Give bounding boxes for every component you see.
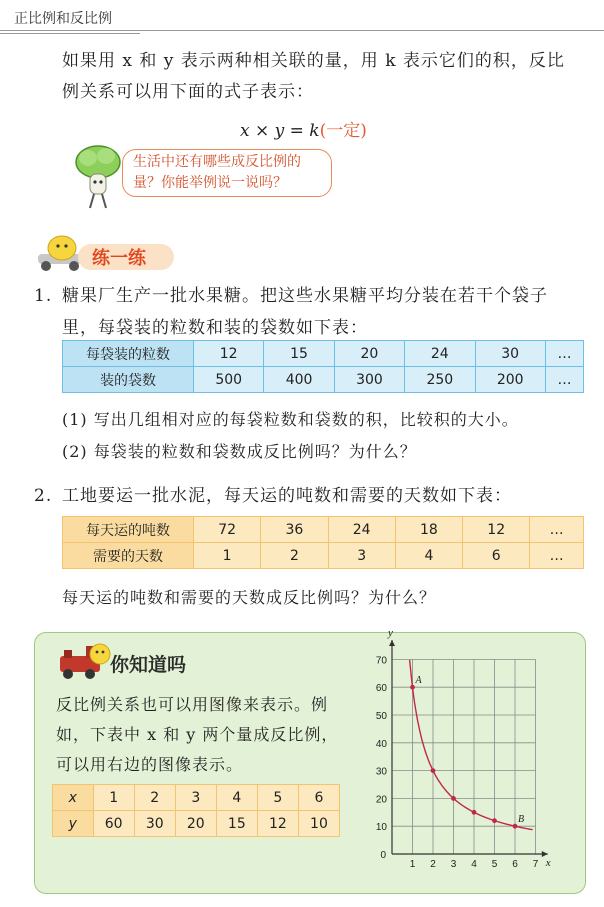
- xy-table: [52, 784, 340, 837]
- origin-label: 0: [380, 850, 386, 861]
- formula-note: (一定): [319, 121, 367, 141]
- table-cell: 3: [175, 785, 216, 811]
- formula-main: x × y = k: [240, 121, 320, 141]
- q2-text: 工地要运一批水泥，每天运的吨数和需要的天数如下表：: [62, 486, 512, 506]
- table-cell: 200: [475, 367, 545, 393]
- y-tick-label: 70: [375, 655, 387, 667]
- table-row: [63, 341, 584, 367]
- header-rule: [0, 30, 604, 31]
- table-cell: 3: [328, 543, 395, 569]
- series-curve: [410, 660, 533, 830]
- y-tick-label: 30: [375, 766, 387, 778]
- table-cell: 4: [395, 543, 462, 569]
- x-tick-label: 1: [409, 859, 416, 870]
- table-cell: 72: [194, 517, 261, 543]
- table-row: [63, 543, 584, 569]
- table-cell: 15: [264, 341, 334, 367]
- x-tick-label: 6: [512, 859, 518, 870]
- table-cell: 24: [328, 517, 395, 543]
- table-cell: …: [545, 367, 583, 393]
- exercise-label: 练一练: [92, 248, 146, 269]
- y-tick-label: 10: [375, 822, 387, 834]
- table-cell: 2: [261, 543, 328, 569]
- q2-table: [62, 516, 584, 569]
- table-cell: …: [530, 517, 584, 543]
- table-cell: 36: [261, 517, 328, 543]
- data-point: [431, 768, 436, 773]
- header-rule-short: [0, 33, 140, 34]
- table-cell: 2: [134, 785, 175, 811]
- table-cell: 10: [298, 811, 339, 837]
- page-header: [0, 0, 604, 32]
- thought-bubble: 生活中还有哪些成反比例的量？你能举例说一说吗？: [122, 149, 332, 197]
- table-cell: 6: [298, 785, 339, 811]
- x-tick-label: 4: [471, 859, 477, 870]
- data-point: [410, 685, 415, 690]
- table-cell: …: [530, 543, 584, 569]
- table-cell: 1: [194, 543, 261, 569]
- table-header-cell: 每袋装的粒数: [63, 341, 194, 367]
- table-cell: 20: [175, 811, 216, 837]
- table-header-cell: x: [53, 785, 94, 811]
- table-cell: 24: [405, 341, 475, 367]
- x-tick-label: 5: [491, 859, 498, 870]
- q2-question: 每天运的吨数和需要的天数成反比例吗？为什么？: [62, 588, 437, 607]
- table-row: [63, 517, 584, 543]
- q1-text: 糖果厂生产一批水果糖。把这些水果糖平均分装在若干个袋子里，每袋装的粒数和装的袋数如下表：: [62, 286, 548, 338]
- did-you-know-text: 反比例关系也可以用图像来表示。例如，下表中 x 和 y 两个量成反比例，可以用右边的图像表示。: [56, 695, 339, 774]
- y-tick-label: 50: [375, 711, 387, 722]
- q1-subquestion-1: (1) 写出几组相对应的每袋粒数和袋数的积，比较积的大小。: [62, 410, 519, 429]
- y-axis-label: y: [388, 626, 393, 639]
- table-header-cell: 每天运的吨数: [63, 517, 194, 543]
- table-cell: 400: [264, 367, 334, 393]
- table-cell: 5: [257, 785, 298, 811]
- table-cell: 60: [93, 811, 134, 837]
- table-cell: 1: [93, 785, 134, 811]
- q1-table: [62, 340, 584, 393]
- table-cell: 12: [257, 811, 298, 837]
- data-point: [472, 810, 477, 815]
- table-cell: 20: [334, 341, 404, 367]
- y-tick-label: 40: [375, 738, 387, 750]
- table-cell: 300: [334, 367, 404, 393]
- x-axis-label: x: [545, 857, 551, 869]
- table-cell: …: [545, 341, 583, 367]
- data-point: [492, 818, 497, 823]
- point-label: A: [415, 675, 422, 687]
- did-you-know-label: 你知道吗: [110, 654, 187, 676]
- table-cell: 30: [475, 341, 545, 367]
- point-label: B: [518, 814, 525, 826]
- cabbage-mascot-icon: [70, 140, 128, 212]
- table-cell: 30: [134, 811, 175, 837]
- q2-number: 2.: [34, 486, 53, 506]
- table-cell: 6: [463, 543, 530, 569]
- data-point: [451, 796, 456, 801]
- inverse-formula: [240, 116, 367, 141]
- table-cell: 12: [194, 341, 264, 367]
- table-header-cell: 装的袋数: [63, 367, 194, 393]
- train-icon: [56, 640, 112, 680]
- table-header-cell: 需要的天数: [63, 543, 194, 569]
- table-row: [53, 785, 340, 811]
- table-cell: 500: [194, 367, 264, 393]
- inverse-proportion-chart: [352, 626, 580, 872]
- y-tick-label: 60: [375, 683, 387, 695]
- table-header-cell: y: [53, 811, 94, 837]
- table-cell: 18: [395, 517, 462, 543]
- table-row: [63, 367, 584, 393]
- y-tick-label: 20: [375, 794, 387, 806]
- table-cell: 4: [216, 785, 257, 811]
- chapter-title: 正比例和反比例: [14, 11, 112, 27]
- table-row: [53, 811, 340, 837]
- data-point: [513, 824, 518, 829]
- x-tick-label: 3: [450, 859, 457, 870]
- x-tick-label: 2: [430, 859, 436, 870]
- intro-paragraph: 如果用 x 和 y 表示两种相关联的量，用 k 表示它们的积，反比例关系可以用下面的式子表示：: [62, 51, 565, 102]
- table-cell: 15: [216, 811, 257, 837]
- q1-number: 1.: [34, 286, 53, 306]
- table-cell: 250: [405, 367, 475, 393]
- x-tick-label: 7: [532, 859, 539, 870]
- q1-subquestion-2: (2) 每袋装的粒数和袋数成反比例吗？为什么？: [62, 442, 417, 461]
- table-cell: 12: [463, 517, 530, 543]
